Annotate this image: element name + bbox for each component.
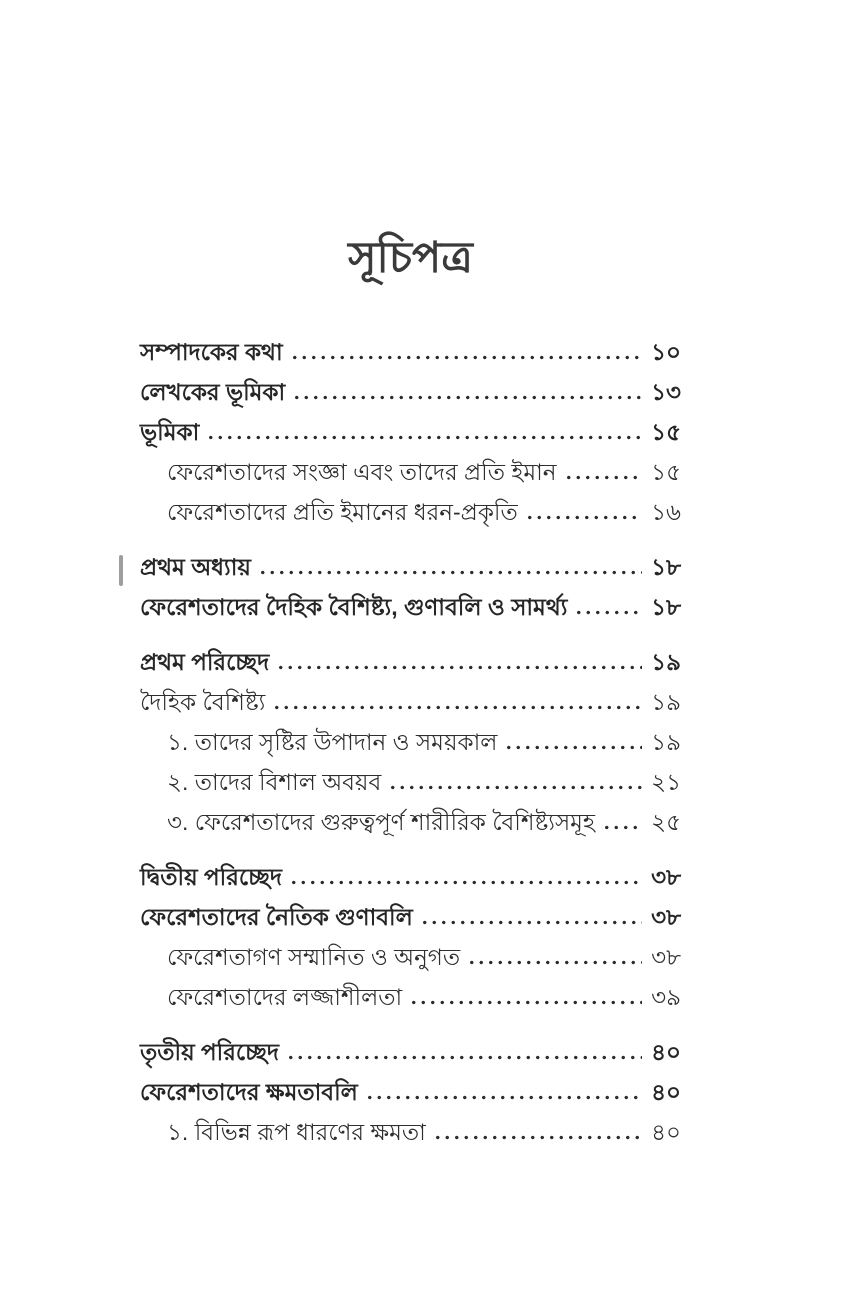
toc-entry (140, 498, 681, 527)
chapter-marker-bar (119, 555, 123, 586)
toc-entry-page: ৪০ (651, 1118, 681, 1145)
toc-entry-page: ১৫ (651, 419, 681, 446)
toc-entry (140, 1038, 681, 1067)
toc-entry-page: ২৫ (651, 808, 681, 835)
dotted-leader (467, 960, 642, 965)
dotted-leader (574, 610, 642, 615)
dotted-leader (504, 745, 642, 750)
toc-entry-page: ১৯ (651, 728, 681, 755)
toc-entry-page: ১৮ (651, 594, 681, 620)
toc-entry-label: ৩. ফেরেশতাদের গুরুত্বপূর্ণ শারীরিক বৈশিষ্ট্যসমূহ (167, 808, 596, 835)
dotted-leader (276, 665, 642, 670)
dotted-leader (564, 475, 642, 480)
dotted-leader (206, 435, 642, 440)
dotted-leader (365, 1095, 642, 1100)
toc-entry (140, 983, 681, 1012)
toc-entry (140, 1118, 681, 1147)
toc-entry (140, 593, 681, 622)
toc-entry-label: ১. তাদের সৃষ্টির উপাদান ও সময়কাল (167, 728, 498, 755)
toc-entry-label: দৈহিক বৈশিষ্ট্য (140, 688, 266, 715)
toc-entry-label: ফেরেশতাদের সংজ্ঞা এবং তাদের প্রতি ইমান (167, 459, 557, 486)
toc-entry-label: লেখকের ভূমিকা (140, 379, 286, 406)
dotted-leader (420, 920, 642, 925)
toc-entry (140, 863, 681, 892)
toc-entry-page: ৩৯ (651, 983, 681, 1010)
toc-entry (140, 768, 681, 797)
page-title: সূচিপত্র (348, 234, 473, 282)
dotted-leader (289, 880, 642, 885)
dotted-leader (290, 355, 642, 360)
toc-entry-label: ভূমিকা (140, 419, 200, 446)
toc-entry (140, 943, 681, 972)
dotted-leader (286, 1055, 642, 1060)
toc-entry (140, 418, 681, 447)
toc-entry-page: ১৯ (651, 648, 681, 675)
toc-entry (140, 553, 681, 582)
toc-entry-label: ২. তাদের বিশাল অবয়ব (167, 768, 382, 795)
dotted-leader (272, 705, 642, 710)
toc-entry-label: ফেরেশতাদের লজ্জাশীলতা (167, 983, 403, 1010)
toc-entry-page: ৩৮ (651, 903, 681, 930)
toc-group (140, 553, 681, 622)
toc-entry (140, 338, 681, 367)
toc-entry-page: ৪০ (651, 1038, 681, 1065)
toc-entry-label: ফেরেশতাদের ক্ষমতাবলি (140, 1078, 358, 1105)
toc-entry-label: ফেরেশতাদের নৈতিক গুণাবলি (140, 903, 413, 930)
toc-entry-label: দ্বিতীয় পরিচ্ছেদ (140, 863, 282, 890)
toc-entry (140, 378, 681, 407)
toc-entry-page: ১৩ (651, 379, 681, 406)
dotted-leader (602, 825, 642, 830)
dotted-leader (433, 1135, 642, 1140)
toc-entry (140, 458, 681, 487)
toc-entry-page: ৩৮ (651, 943, 681, 970)
toc-entry-page: ৩৮ (651, 863, 681, 890)
toc-group (140, 1038, 681, 1147)
toc-entry-label: তৃতীয় পরিচ্ছেদ (140, 1038, 279, 1065)
toc-group (140, 648, 681, 837)
toc-entry-label: ফেরেশতাদের দৈহিক বৈশিষ্ট্য, গুণাবলি ও সামর্থ্য (140, 594, 568, 620)
toc-entry (140, 1078, 681, 1107)
toc-entry-page: ২১ (651, 768, 681, 795)
toc-group (140, 338, 681, 527)
toc-group (140, 863, 681, 1012)
dotted-leader (525, 515, 642, 520)
dotted-leader (292, 395, 642, 400)
dotted-leader (409, 1000, 642, 1005)
dotted-leader (258, 570, 642, 575)
toc-entry-label: ১. বিভিন্ন রূপ ধারণের ক্ষমতা (167, 1118, 426, 1145)
toc-entry-label: ফেরেশতাদের প্রতি ইমানের ধরন-প্রকৃতি (167, 499, 518, 526)
toc-list (140, 338, 681, 1146)
dotted-leader (388, 785, 642, 790)
toc-entry-page: ১৬ (651, 499, 681, 526)
toc-entry-label: প্রথম অধ্যায় (140, 554, 251, 581)
toc-entry (140, 808, 681, 837)
toc-entry-label: ফেরেশতাগণ সম্মানিত ও অনুগত (167, 943, 461, 970)
toc-entry-page: ১৯ (651, 688, 681, 715)
toc-entry (140, 648, 681, 677)
toc-entry-page: ১০ (651, 339, 681, 366)
toc-entry-page: ৪০ (651, 1078, 681, 1105)
toc-entry-page: ১৮ (651, 554, 681, 581)
toc-entry (140, 903, 681, 932)
toc-entry-page: ১৫ (651, 459, 681, 486)
toc-content (140, 0, 681, 1173)
toc-entry-label: সম্পাদকের কথা (140, 339, 283, 366)
toc-entry (140, 688, 681, 717)
toc-entry-label: প্রথম পরিচ্ছেদ (140, 648, 270, 675)
toc-entry (140, 728, 681, 757)
